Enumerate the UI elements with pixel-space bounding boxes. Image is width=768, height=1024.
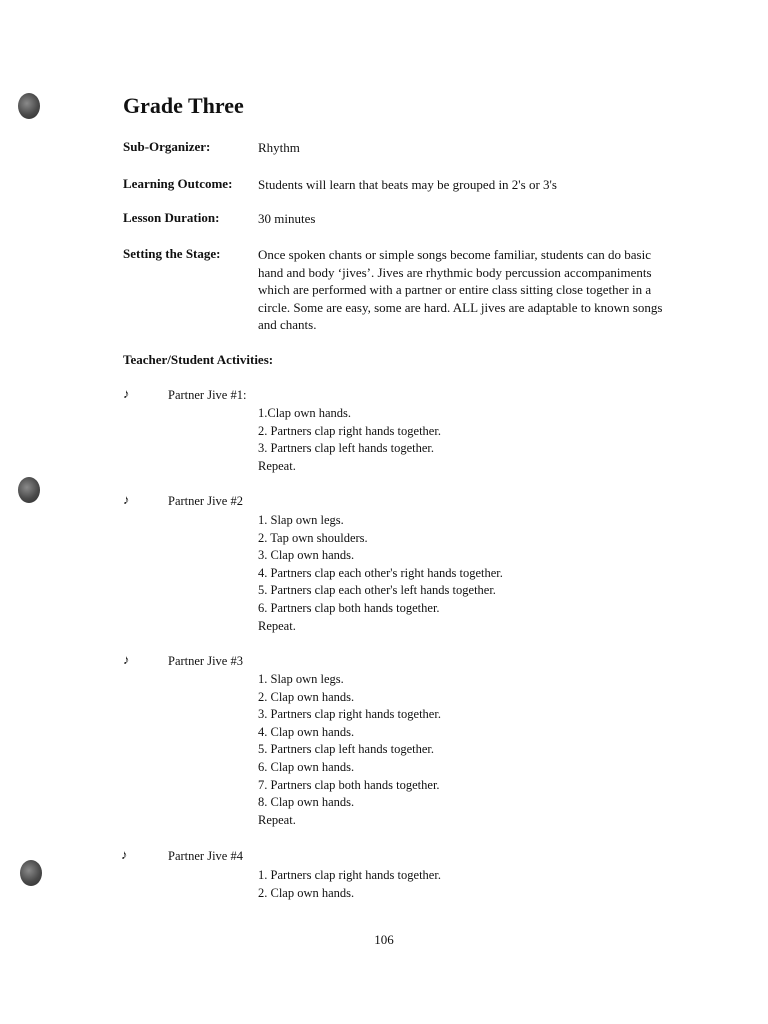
music-note-icon: ♪	[123, 652, 130, 667]
jive-step: Repeat.	[258, 618, 296, 633]
setting-the-stage-text: Once spoken chants or simple songs become familiar, students can do basic hand and body ‘jives’. Jives are rhythmic body percussion accompaniments which are performed with a partner or entire class sitting close together in a circle. Some are easy, some are hard. ALL jives are adaptable to known songs and chants.	[258, 247, 663, 332]
jive-step: 5. Partners clap left hands together.	[258, 742, 434, 757]
jive-step: 6. Partners clap both hands together.	[258, 600, 440, 615]
page-title: Grade Three	[123, 93, 244, 118]
jive-title: Partner Jive #1:	[168, 388, 247, 402]
binder-hole	[18, 477, 40, 503]
jive-step: 1.Clap own hands.	[258, 406, 352, 420]
learning-outcome-value: Students will learn that beats may be grouped in 2's or 3's	[258, 177, 557, 192]
jive-title: Partner Jive #3	[168, 654, 243, 668]
jive-title: Partner Jive #2	[168, 494, 243, 508]
jive-step: 6. Clap own hands.	[258, 759, 355, 774]
jive-step: Repeat.	[258, 458, 296, 473]
binder-hole	[18, 93, 40, 119]
music-note-icon: ♪	[123, 492, 130, 507]
jive-step: 4. Partners clap each other's right hands together.	[258, 565, 503, 580]
jive-step: 3. Partners clap right hands together.	[258, 707, 441, 722]
lesson-duration-label: Lesson Duration:	[123, 210, 220, 225]
jive-step: 2. Tap own shoulders.	[258, 530, 368, 545]
jive-step: 1. Slap own legs.	[258, 513, 344, 527]
music-note-icon: ♪	[121, 847, 128, 862]
learning-outcome-label: Learning Outcome:	[123, 176, 233, 191]
page-number: 106	[374, 932, 394, 947]
jive-steps	[258, 671, 441, 829]
activities-heading: Teacher/Student Activities:	[123, 352, 274, 367]
music-note-icon: ♪	[123, 386, 130, 401]
jive-step: 1. Slap own legs.	[258, 672, 344, 686]
jive-step: 2. Clap own hands.	[258, 689, 355, 704]
jive-title: Partner Jive #4	[168, 849, 243, 863]
jive-step: 5. Partners clap each other's left hands together.	[258, 583, 496, 598]
binder-hole	[20, 860, 42, 886]
lesson-duration-value: 30 minutes	[258, 211, 316, 226]
jive-step: 3. Clap own hands.	[258, 548, 355, 563]
jive-step: 2. Clap own hands.	[258, 885, 355, 900]
jive-step: 8. Clap own hands.	[258, 795, 355, 810]
sub-organizer-value: Rhythm	[258, 140, 300, 155]
sub-organizer-label: Sub-Organizer:	[123, 139, 211, 154]
setting-the-stage-label: Setting the Stage:	[123, 246, 221, 261]
jive-steps	[258, 405, 441, 475]
jive-step: 3. Partners clap left hands together.	[258, 441, 434, 456]
jive-step: 4. Clap own hands.	[258, 724, 355, 739]
jive-step: 2. Partners clap right hands together.	[258, 423, 441, 438]
jive-steps	[258, 512, 503, 635]
jive-step: 1. Partners clap right hands together.	[258, 868, 441, 882]
jive-step: 7. Partners clap both hands together.	[258, 777, 440, 792]
jive-steps	[258, 867, 441, 902]
jive-step: Repeat.	[258, 812, 296, 827]
